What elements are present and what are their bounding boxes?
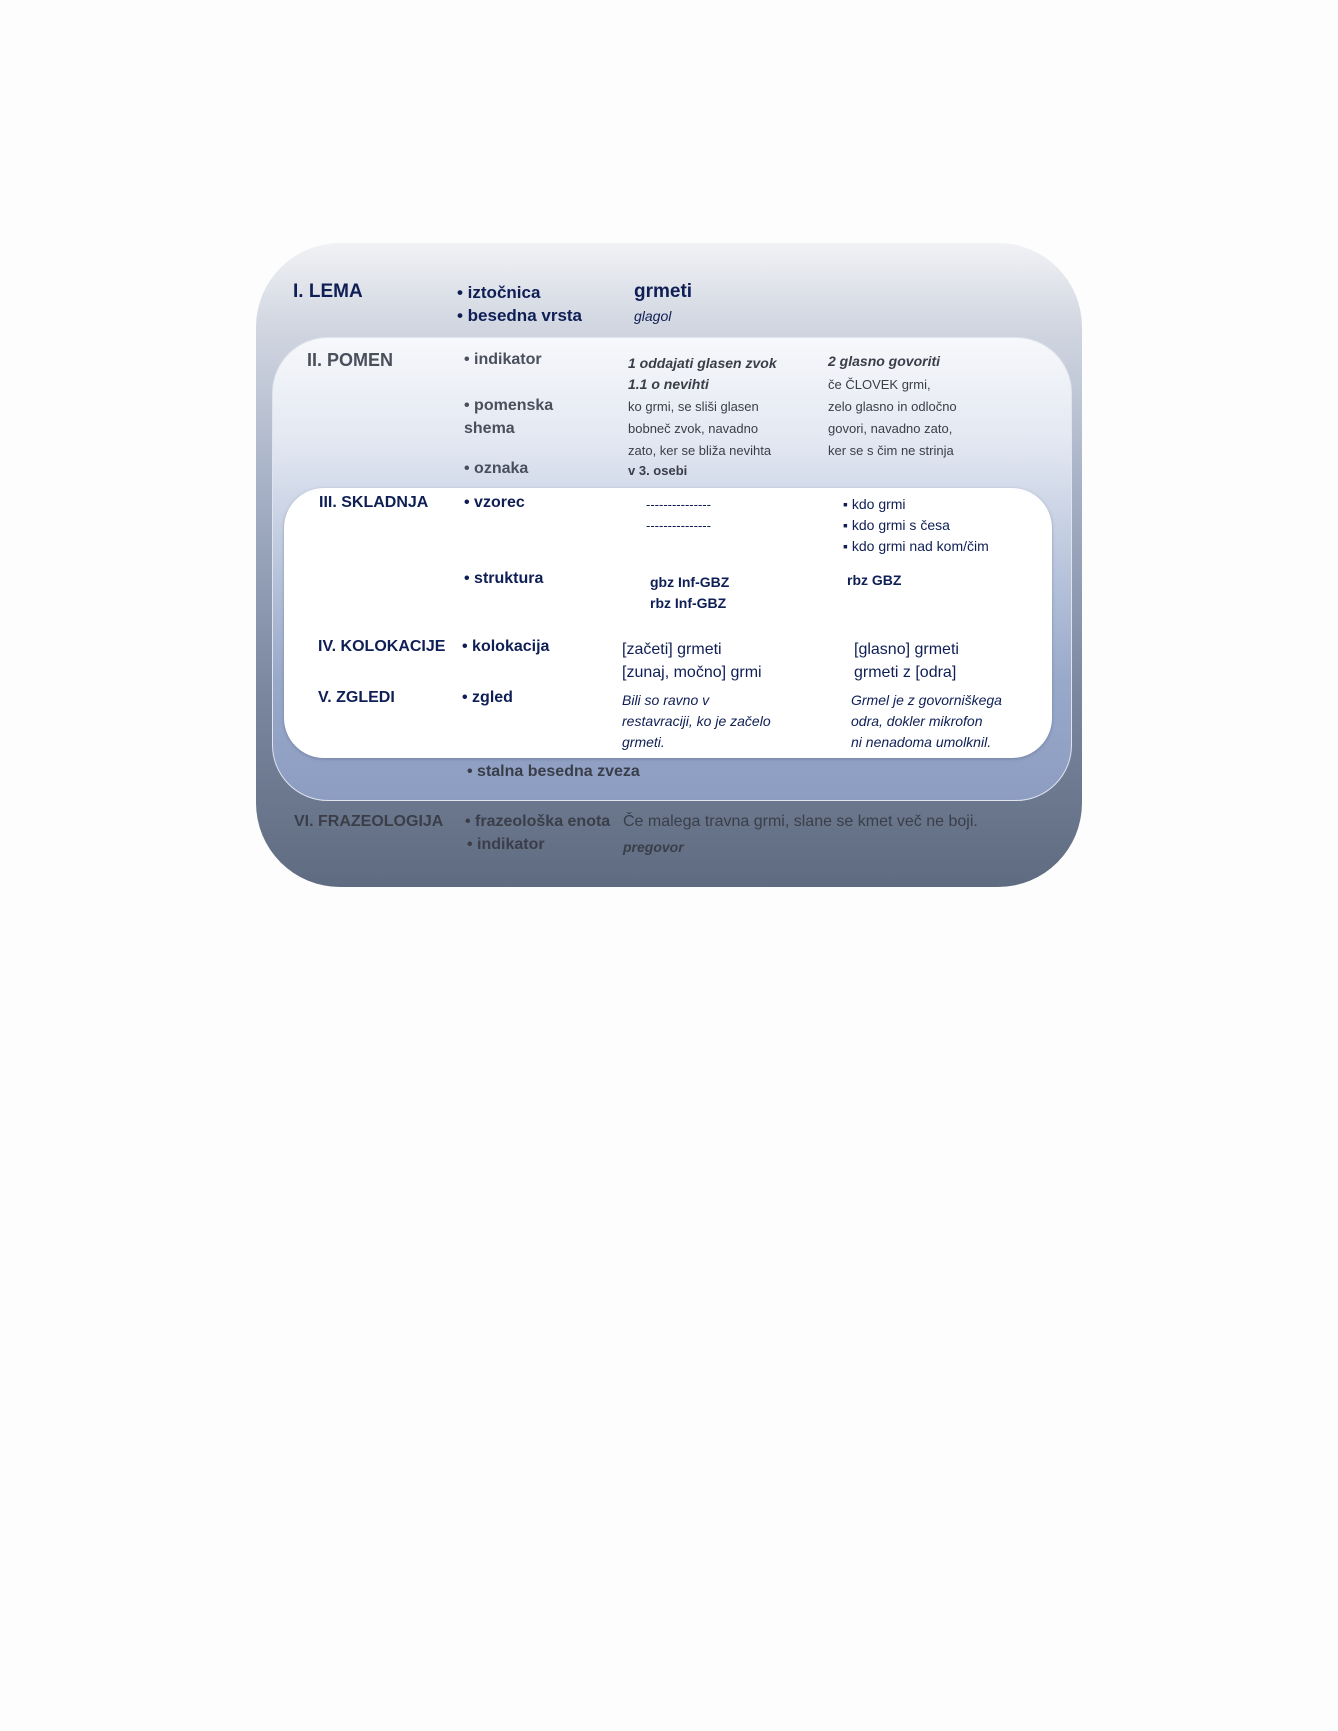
field-besedna-vrsta: • besedna vrsta: [457, 306, 583, 325]
field-kolokacija: • kolokacija: [462, 638, 550, 655]
field-indikator: • indikator: [464, 351, 542, 368]
sense2-indicator: 2 glasno govoriti: [828, 353, 941, 369]
sense2-pattern: ▪ kdo grmi ▪ kdo grmi s česa ▪ kdo grmi nad kom/čim: [843, 496, 989, 554]
field-pomenska-shema: • pomenska shema: [464, 397, 554, 437]
field-stalna-besedna-zveza: • stalna besedna zveza: [467, 763, 640, 780]
section-pomen-label: II. POMEN: [307, 350, 394, 370]
headword: grmeti: [634, 281, 693, 302]
section-zgledi-label: V. ZGLEDI: [318, 689, 395, 706]
sense2-schema: če ČLOVEK grmi, zelo glasno in odločno govori, navadno zato, ker se s čim ne strinja: [828, 377, 957, 458]
sense1-label: v 3. osebi: [628, 463, 688, 478]
field-zgled: • zgled: [462, 689, 513, 706]
phraseme: Če malega travna grmi, slane se kmet več ne boji.: [623, 813, 978, 830]
part-of-speech: glagol: [634, 308, 672, 324]
sense1-structure: gbz Inf-GBZ rbz Inf-GBZ: [650, 574, 730, 611]
sense1-example: Bili so ravno v restavraciji, ko je začelo grmeti.: [622, 692, 771, 750]
sense2-example: Grmel je z govorniškega odra, dokler mikrofon ni nenadoma umolknil.: [851, 692, 1002, 750]
field-oznaka: • oznaka: [464, 460, 529, 477]
section-lema-label: I. LEMA: [293, 281, 363, 302]
field-frazeologija-indikator: • indikator: [467, 836, 545, 853]
field-frazeoloska-enota: • frazeološka enota: [465, 813, 611, 830]
field-vzorec: • vzorec: [464, 494, 525, 511]
section-frazeologija-label: VI. FRAZEOLOGIJA: [294, 813, 444, 830]
field-iztocnica: • iztočnica: [457, 283, 541, 302]
section-kolokacije-label: IV. KOLOKACIJE: [318, 638, 446, 655]
sense2-collocations: [glasno] grmeti grmeti z [odra]: [854, 641, 959, 681]
sense1-pattern: --------------- ---------------: [646, 497, 711, 533]
sense1-collocations: [začeti] grmeti [zunaj, močno] grmi: [622, 641, 762, 681]
section-skladnja-label: III. SKLADNJA: [319, 494, 429, 511]
sense1-schema: ko grmi, se sliši glasen bobneč zvok, navadno zato, ker se bliža nevihta: [628, 399, 772, 458]
phraseme-indicator: pregovor: [623, 839, 684, 855]
field-struktura: • struktura: [464, 570, 544, 587]
sense1-indicator: 1 oddajati glasen zvok 1.1 o nevihti: [628, 355, 777, 392]
sense2-structure: rbz GBZ: [847, 572, 902, 588]
